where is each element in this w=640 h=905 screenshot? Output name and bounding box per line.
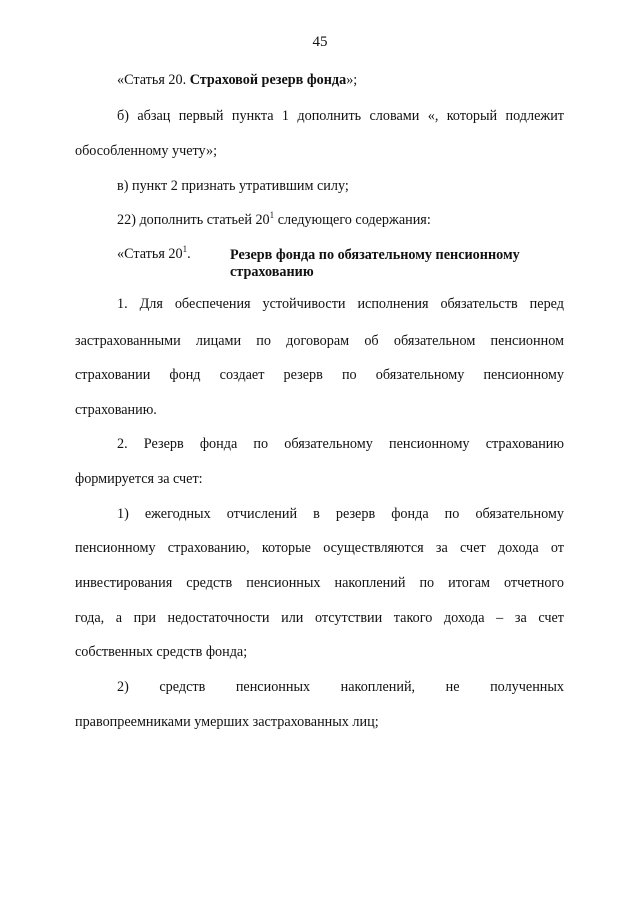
- item-1-line-2: пенсионному страхованию, которые осуществляются за счет дохода от: [75, 540, 564, 556]
- text-fragment: «Статья 20: [117, 246, 183, 262]
- clause-1-line-3: страховании фонд создает резерв по обязательному пенсионному: [75, 367, 564, 383]
- page-number: 45: [312, 34, 328, 50]
- article-20-1-title: Резерв фонда по обязательному пенсионному страхованию: [230, 247, 520, 280]
- clause-2-line-1: 2. Резерв фонда по обязательному пенсионному страхованию: [117, 436, 564, 452]
- superscript: 1: [269, 210, 275, 220]
- superscript: 1: [182, 244, 188, 254]
- text-fragment: следующего содержания:: [274, 212, 431, 228]
- clause-1-line-1: 1. Для обеспечения устойчивости исполнения обязательств перед: [117, 296, 564, 312]
- item-1-line-4: года, а при недостаточности или отсутствии такого дохода – за счет: [75, 610, 564, 626]
- item-1-line-1: 1) ежегодных отчислений в резерв фонда по обязательному: [117, 506, 564, 522]
- text-fragment: 22) дополнить статьей 20: [117, 212, 270, 228]
- article-20-title: Страховой резерв фонда: [189, 72, 347, 88]
- item-2-line-1: 2) средств пенсионных накоплений, не полученных: [117, 679, 564, 695]
- amendment-line-article-20: [117, 73, 357, 87]
- paragraph-b-line-2: обособленному учету»;: [75, 143, 218, 159]
- clause-1-line-2: застрахованными лицами по договорам об обязательном пенсионном: [75, 333, 564, 349]
- clause-2-line-2: формируется за счет:: [75, 471, 203, 487]
- paragraph-22-line: [117, 210, 431, 228]
- item-2-line-2: правопреемниками умерших застрахованных лиц;: [75, 714, 379, 730]
- item-1-line-3: инвестирования средств пенсионных накоплений по итогам отчетного: [75, 575, 564, 591]
- text-fragment: «Статья 20.: [117, 72, 190, 88]
- article-20-1-label: [117, 244, 191, 262]
- text-fragment: .: [187, 246, 191, 262]
- clause-1-line-4: страхованию.: [75, 402, 157, 418]
- item-1-line-5: собственных средств фонда;: [75, 644, 248, 660]
- text-fragment: »;: [346, 72, 358, 88]
- paragraph-b-line-1: б) абзац первый пункта 1 дополнить словами «, который подлежит: [117, 108, 564, 124]
- paragraph-c-line: в) пункт 2 признать утратившим силу;: [117, 178, 349, 194]
